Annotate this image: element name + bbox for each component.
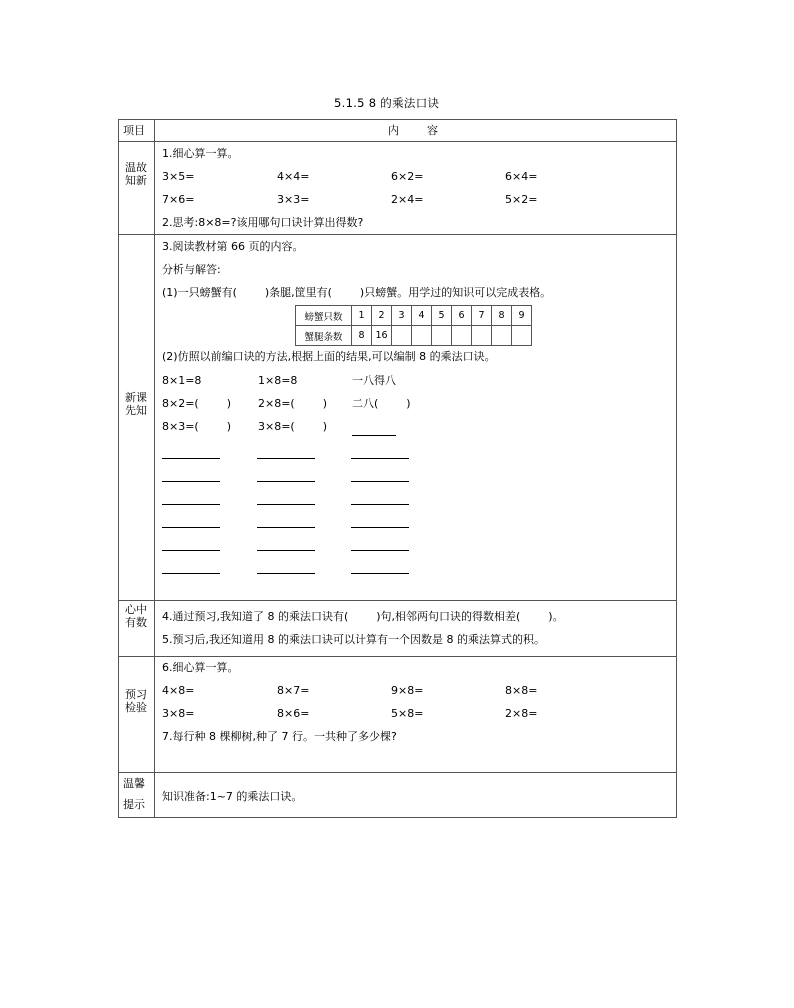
question-5: 5.预习后,我还知道用 8 的乘法口诀可以计算有一个因数是 8 的乘法算式的积。 [162, 633, 545, 646]
section-label-preview: 新课先知 [125, 391, 147, 417]
table-top-border [118, 119, 676, 120]
question-2: 2.思考:8×8=?该用哪句口诀计算出得数? [162, 216, 364, 229]
table-cell: 5 [432, 306, 452, 326]
table-cell [452, 326, 472, 346]
table-right-border [676, 119, 677, 818]
label-column-divider [154, 119, 155, 818]
table-cell: 6 [452, 306, 472, 326]
answer-blank-line [162, 458, 220, 459]
table-row-header: 螃蟹只数 [296, 306, 352, 326]
answer-blank-line [351, 550, 409, 551]
answer-blank-line [351, 504, 409, 505]
multiplication-rhyme: 二八( ) [352, 397, 411, 410]
review-expression: 4×4= [277, 170, 310, 183]
check-expression: 9×8= [391, 684, 424, 697]
table-bottom-border [118, 817, 676, 818]
answer-blank-line [162, 481, 220, 482]
check-expression: 8×6= [277, 707, 310, 720]
answer-blank-line [162, 527, 220, 528]
section-label-check: 预习检验 [125, 688, 147, 714]
table-cell: 2 [372, 306, 392, 326]
question-1: 1.细心算一算。 [162, 147, 239, 160]
question-7: 7.每行种 8 棵柳树,种了 7 行。一共种了多少棵? [162, 730, 397, 743]
review-expression: 2×4= [391, 193, 424, 206]
table-cell [472, 326, 492, 346]
review-expression: 3×3= [277, 193, 310, 206]
table-cell: 1 [352, 306, 372, 326]
question-3: 3.阅读教材第 66 页的内容。 [162, 240, 304, 253]
check-expression: 4×8= [162, 684, 195, 697]
answer-blank-line [351, 481, 409, 482]
table-cell [512, 326, 532, 346]
question-6: 6.细心算一算。 [162, 661, 239, 674]
table-cell: 4 [412, 306, 432, 326]
preview-bottom-border [118, 600, 676, 601]
content-column-header: 内 容 [388, 124, 438, 137]
answer-blank-line [162, 504, 220, 505]
table-cell [412, 326, 432, 346]
section-label-tip: 温馨 [123, 777, 145, 790]
multiplication-fact: 2×8=( ) [258, 397, 327, 410]
review-expression: 7×6= [162, 193, 195, 206]
table-cell [432, 326, 452, 346]
table-cell: 3 [392, 306, 412, 326]
table-row [296, 326, 532, 346]
check-expression: 2×8= [505, 707, 538, 720]
multiplication-fact: 1×8=8 [258, 374, 298, 387]
check-expression: 8×7= [277, 684, 310, 697]
multiplication-fact: 8×1=8 [162, 374, 202, 387]
multiplication-fact: 8×2=( ) [162, 397, 231, 410]
check-expression: 5×8= [391, 707, 424, 720]
answer-blank-line [257, 550, 315, 551]
section-label-tip: 提示 [123, 798, 145, 811]
table-cell: 7 [472, 306, 492, 326]
review-expression: 5×2= [505, 193, 538, 206]
section-label-reflection: 心中有数 [125, 603, 147, 629]
tip-text: 知识准备:1~7 的乘法口诀。 [162, 790, 303, 803]
header-bottom-border [118, 141, 676, 142]
check-expression: 3×8= [162, 707, 195, 720]
table-cell: 8 [492, 306, 512, 326]
answer-blank-line [162, 550, 220, 551]
review-expression: 6×2= [391, 170, 424, 183]
review-bottom-border [118, 234, 676, 235]
answer-blank-line [257, 527, 315, 528]
answer-blank-line [257, 458, 315, 459]
table-cell [492, 326, 512, 346]
table-cell: 8 [352, 326, 372, 346]
crab-legs-table [295, 305, 532, 346]
multiplication-fact: 3×8=( ) [258, 420, 327, 433]
part-1-text: (1)一只螃蟹有( )条腿,筐里有( )只螃蟹。用学过的知识可以完成表格。 [162, 286, 552, 299]
review-expression: 3×5= [162, 170, 195, 183]
answer-blank-line [351, 573, 409, 574]
check-bottom-border [118, 772, 676, 773]
answer-blank-line [162, 573, 220, 574]
section-label-review: 温故知新 [125, 161, 147, 187]
table-cell: 9 [512, 306, 532, 326]
page-title: 5.1.5 8 的乘法口诀 [334, 96, 440, 110]
check-expression: 8×8= [505, 684, 538, 697]
answer-blank-line [257, 504, 315, 505]
answer-blank-line [351, 527, 409, 528]
table-cell: 16 [372, 326, 392, 346]
table-left-border [118, 119, 119, 818]
table-row-header: 蟹腿条数 [296, 326, 352, 346]
reflection-bottom-border [118, 656, 676, 657]
table-cell [392, 326, 412, 346]
multiplication-rhyme: 一八得八 [352, 374, 396, 387]
table-row [296, 306, 532, 326]
analysis-heading: 分析与解答: [162, 263, 221, 276]
answer-blank-line [257, 481, 315, 482]
multiplication-fact: 8×3=( ) [162, 420, 231, 433]
review-expression: 6×4= [505, 170, 538, 183]
answer-blank-line [351, 458, 409, 459]
answer-blank-line [352, 435, 396, 436]
part-2-text: (2)仿照以前编口诀的方法,根据上面的结果,可以编制 8 的乘法口诀。 [162, 350, 496, 363]
item-column-header: 项目 [123, 124, 145, 137]
question-4: 4.通过预习,我知道了 8 的乘法口诀有( )句,相邻两句口诀的得数相差( )。 [162, 610, 564, 623]
answer-blank-line [257, 573, 315, 574]
